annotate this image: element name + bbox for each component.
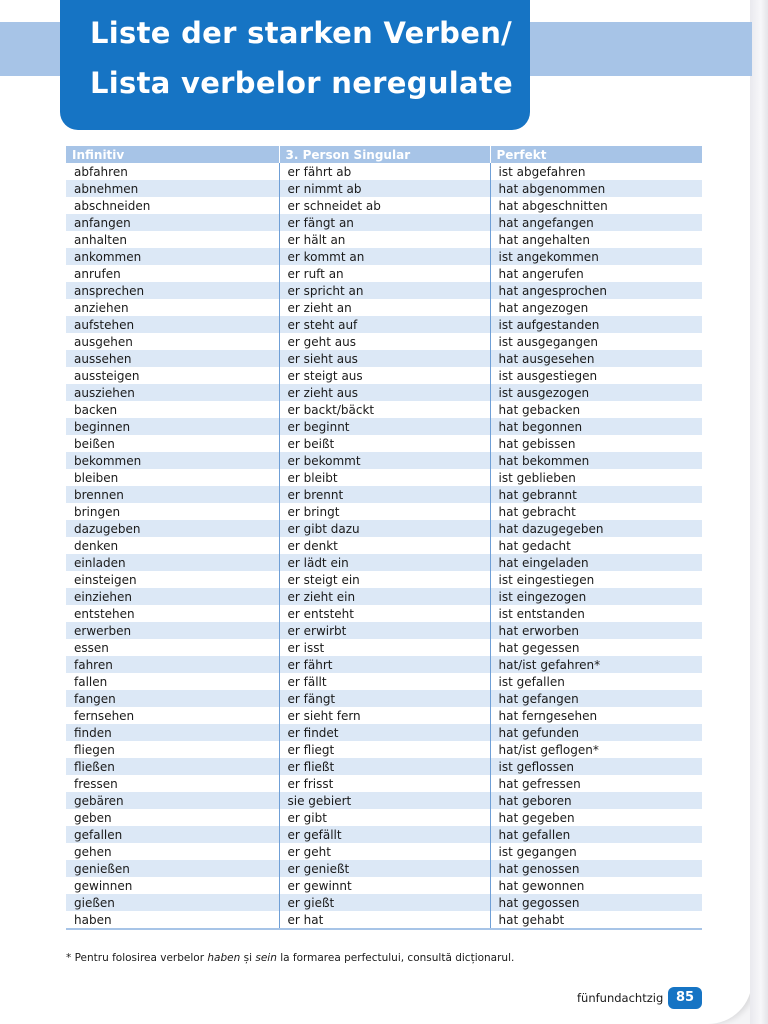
third-person-cell: er fließt	[279, 758, 490, 775]
infinitiv-cell: ausziehen	[66, 384, 279, 401]
footnote-word-haben: haben	[207, 952, 241, 964]
perfekt-cell: hat gedacht	[490, 537, 702, 554]
perfekt-cell: hat eingeladen	[490, 554, 702, 571]
third-person-cell: er erwirbt	[279, 622, 490, 639]
strong-verbs-table	[66, 146, 702, 930]
perfekt-cell: ist eingestiegen	[490, 571, 702, 588]
third-person-cell: er steigt aus	[279, 367, 490, 384]
perfekt-cell: hat gewonnen	[490, 877, 702, 894]
infinitiv-cell: beginnen	[66, 418, 279, 435]
perfekt-cell: hat ausgesehen	[490, 350, 702, 367]
infinitiv-cell: gebären	[66, 792, 279, 809]
infinitiv-cell: ausgehen	[74, 334, 133, 349]
perfekt-cell: ist entstanden	[490, 605, 702, 622]
page-number-word: fünfundachtzig	[577, 991, 664, 1005]
table-row	[66, 452, 702, 469]
perfekt-cell: hat angefangen	[490, 214, 702, 231]
infinitiv-cell: fallen	[74, 674, 108, 689]
table-row	[66, 741, 702, 758]
infinitiv-cell: gießen	[66, 894, 279, 911]
table-row	[66, 809, 702, 826]
table-row	[66, 469, 702, 486]
footnote-word-sein: sein	[255, 952, 277, 964]
table-row	[66, 248, 702, 265]
perfekt-cell: hat erworben	[490, 622, 702, 639]
infinitiv-cell: anziehen	[74, 300, 129, 315]
infinitiv-cell: gehen	[74, 844, 112, 859]
table-row	[66, 724, 702, 741]
third-person-cell: er hält an	[279, 231, 490, 248]
infinitiv-cell: fernsehen	[74, 708, 135, 723]
third-person-cell: er fängt an	[279, 214, 490, 231]
infinitiv-cell: einladen	[66, 554, 279, 571]
infinitiv-cell: ankommen	[66, 248, 279, 265]
table-row	[66, 911, 702, 929]
perfekt-cell: hat geboren	[490, 792, 702, 809]
infinitiv-cell: anfangen	[66, 214, 279, 231]
infinitiv-cell: abfahren	[74, 164, 128, 179]
footnote-star: *	[66, 952, 72, 964]
perfekt-cell: hat gegessen	[490, 639, 702, 656]
perfekt-cell: ist ausgezogen	[490, 384, 702, 401]
third-person-cell: er brennt	[279, 486, 490, 503]
third-person-cell: er gewinnt	[279, 877, 490, 894]
table-row	[66, 231, 702, 248]
infinitiv-cell: bekommen	[66, 452, 279, 469]
third-person-cell: er gibt dazu	[279, 520, 490, 537]
infinitiv-cell: brennen	[66, 486, 279, 503]
infinitiv-cell: fliegen	[74, 742, 115, 757]
table-row	[66, 775, 702, 792]
perfekt-cell: hat abgeschnitten	[490, 197, 702, 214]
third-person-cell: er fährt	[279, 656, 490, 673]
third-person-cell: er zieht an	[279, 299, 490, 316]
infinitiv-cell: anhalten	[74, 232, 127, 247]
third-person-cell: er fällt	[279, 673, 490, 690]
footnote-text-2: la formarea perfectului, consultă dicționarul.	[280, 952, 515, 964]
page-number-badge: 85	[668, 987, 702, 1009]
table-row	[66, 503, 702, 520]
third-person-cell: er entsteht	[279, 605, 490, 622]
third-person-cell: er gefällt	[279, 826, 490, 843]
infinitiv-cell: entstehen	[74, 606, 135, 621]
third-person-cell: er bringt	[279, 503, 490, 520]
infinitiv-cell: anrufen	[74, 266, 121, 281]
perfekt-cell: ist ausgestiegen	[490, 367, 702, 384]
third-person-cell: sie gebiert	[279, 792, 490, 809]
infinitiv-cell: bleiben	[74, 470, 119, 485]
infinitiv-cell: aussteigen	[74, 368, 140, 383]
table-row	[66, 367, 702, 384]
infinitiv-cell: aufstehen	[66, 316, 279, 333]
infinitiv-cell: fressen	[74, 776, 118, 791]
infinitiv-cell: bringen	[74, 504, 121, 519]
third-person-cell: er spricht an	[279, 282, 490, 299]
infinitiv-cell: einziehen	[66, 588, 279, 605]
third-person-cell: er beißt	[279, 435, 490, 452]
perfekt-cell: hat begonnen	[490, 418, 702, 435]
perfekt-cell: ist aufgestanden	[490, 316, 702, 333]
third-person-cell: er sieht aus	[279, 350, 490, 367]
infinitiv-cell: dazugeben	[66, 520, 279, 537]
table-row	[66, 180, 702, 197]
third-person-cell: er geht	[279, 843, 490, 860]
table-row	[66, 163, 702, 180]
table-row	[66, 622, 702, 639]
perfekt-cell: hat gefallen	[490, 826, 702, 843]
header-third-person: 3. Person Singular	[279, 146, 490, 163]
table-row	[66, 554, 702, 571]
perfekt-cell: hat angesprochen	[490, 282, 702, 299]
table-row	[66, 656, 702, 673]
third-person-cell: er gibt	[279, 809, 490, 826]
perfekt-cell: hat gegeben	[490, 809, 702, 826]
infinitiv-cell: fahren	[66, 656, 279, 673]
infinitiv-cell: ansprechen	[66, 282, 279, 299]
perfekt-cell: hat ferngesehen	[490, 707, 702, 724]
perfekt-cell: ist ausgegangen	[490, 333, 702, 350]
table-row	[66, 537, 702, 554]
third-person-cell: er frisst	[279, 775, 490, 792]
table-row	[66, 418, 702, 435]
table-row	[66, 758, 702, 775]
table-row	[66, 894, 702, 911]
third-person-cell: er steigt ein	[279, 571, 490, 588]
header-perfekt: Perfekt	[490, 146, 702, 163]
perfekt-cell: hat angerufen	[490, 265, 702, 282]
third-person-cell: er lädt ein	[279, 554, 490, 571]
third-person-cell: er zieht aus	[279, 384, 490, 401]
table-row	[66, 435, 702, 452]
table-row	[66, 877, 702, 894]
perfekt-cell: hat bekommen	[490, 452, 702, 469]
third-person-cell: er geht aus	[279, 333, 490, 350]
footnote	[66, 952, 706, 964]
table-row	[66, 299, 702, 316]
table-row	[66, 605, 702, 622]
perfekt-cell: hat gegossen	[490, 894, 702, 911]
table-row	[66, 350, 702, 367]
perfekt-cell: ist gegangen	[490, 843, 702, 860]
table-row	[66, 333, 702, 350]
infinitiv-cell: abnehmen	[66, 180, 279, 197]
table-row	[66, 843, 702, 860]
table-row	[66, 639, 702, 656]
third-person-cell: er isst	[279, 639, 490, 656]
perfekt-cell: ist gefallen	[490, 673, 702, 690]
infinitiv-cell: essen	[74, 640, 109, 655]
table-row	[66, 282, 702, 299]
third-person-cell: er backt/bäckt	[279, 401, 490, 418]
perfekt-cell: hat genossen	[490, 860, 702, 877]
third-person-cell: er schneidet ab	[279, 197, 490, 214]
table-header-row	[66, 146, 702, 163]
perfekt-cell: hat/ist geflogen*	[490, 741, 702, 758]
perfekt-cell: hat abgenommen	[490, 180, 702, 197]
perfekt-cell: hat/ist gefahren*	[490, 656, 702, 673]
third-person-cell: er findet	[279, 724, 490, 741]
perfekt-cell: hat gebrannt	[490, 486, 702, 503]
infinitiv-cell: fließen	[66, 758, 279, 775]
perfekt-cell: hat gefangen	[490, 690, 702, 707]
perfekt-cell: hat angehalten	[490, 231, 702, 248]
title-german: Liste der starken Verben/	[90, 16, 513, 50]
table-row	[66, 707, 702, 724]
third-person-cell: er ruft an	[279, 265, 490, 282]
third-person-cell: er zieht ein	[279, 588, 490, 605]
table-row	[66, 860, 702, 877]
perfekt-cell: ist geblieben	[490, 469, 702, 486]
infinitiv-cell: genießen	[66, 860, 279, 877]
perfekt-cell: hat angezogen	[490, 299, 702, 316]
third-person-cell: er kommt an	[279, 248, 490, 265]
infinitiv-cell: backen	[74, 402, 118, 417]
perfekt-cell: hat dazugegeben	[490, 520, 702, 537]
infinitiv-cell: beißen	[74, 436, 115, 451]
perfekt-cell: hat gefressen	[490, 775, 702, 792]
table-row	[66, 214, 702, 231]
perfekt-cell: hat gebissen	[490, 435, 702, 452]
perfekt-cell: hat gehabt	[490, 911, 702, 929]
perfekt-cell: ist geflossen	[490, 758, 702, 775]
table-row	[66, 316, 702, 333]
third-person-cell: er fährt ab	[279, 163, 490, 180]
header-infinitiv: Infinitiv	[66, 146, 279, 163]
table-row	[66, 520, 702, 537]
third-person-cell: er steht auf	[279, 316, 490, 333]
infinitiv-cell: denken	[74, 538, 119, 553]
third-person-cell: er beginnt	[279, 418, 490, 435]
infinitiv-cell: gewinnen	[74, 878, 133, 893]
footnote-text-1: Pentru folosirea verbelor	[74, 952, 205, 964]
third-person-cell: er fängt	[279, 690, 490, 707]
third-person-cell: er denkt	[279, 537, 490, 554]
perfekt-cell: hat gebacken	[490, 401, 702, 418]
infinitiv-cell: haben	[66, 911, 279, 929]
infinitiv-cell: erwerben	[66, 622, 279, 639]
infinitiv-cell: fangen	[66, 690, 279, 707]
infinitiv-cell: abschneiden	[74, 198, 151, 213]
third-person-cell: er fliegt	[279, 741, 490, 758]
perfekt-cell: ist angekommen	[490, 248, 702, 265]
table-row	[66, 265, 702, 282]
table-row	[66, 826, 702, 843]
infinitiv-cell: finden	[66, 724, 279, 741]
third-person-cell: er nimmt ab	[279, 180, 490, 197]
infinitiv-cell: geben	[74, 810, 112, 825]
table-row	[66, 673, 702, 690]
infinitiv-cell: aussehen	[66, 350, 279, 367]
perfekt-cell: ist eingezogen	[490, 588, 702, 605]
third-person-cell: er bleibt	[279, 469, 490, 486]
table-row	[66, 486, 702, 503]
table-row	[66, 792, 702, 809]
perfekt-cell: hat gefunden	[490, 724, 702, 741]
table-row	[66, 401, 702, 418]
table-row	[66, 588, 702, 605]
table-row	[66, 690, 702, 707]
perfekt-cell: ist abgefahren	[490, 163, 702, 180]
infinitiv-cell: gefallen	[66, 826, 279, 843]
table-row	[66, 571, 702, 588]
third-person-cell: er gießt	[279, 894, 490, 911]
third-person-cell: er hat	[279, 911, 490, 929]
table-row	[66, 197, 702, 214]
footnote-and: și	[243, 952, 252, 964]
third-person-cell: er bekommt	[279, 452, 490, 469]
third-person-cell: er sieht fern	[279, 707, 490, 724]
third-person-cell: er genießt	[279, 860, 490, 877]
perfekt-cell: hat gebracht	[490, 503, 702, 520]
page-edge	[750, 0, 768, 1024]
title-romanian: Lista verbelor neregulate	[90, 66, 514, 100]
table-row	[66, 384, 702, 401]
infinitiv-cell: einsteigen	[74, 572, 137, 587]
